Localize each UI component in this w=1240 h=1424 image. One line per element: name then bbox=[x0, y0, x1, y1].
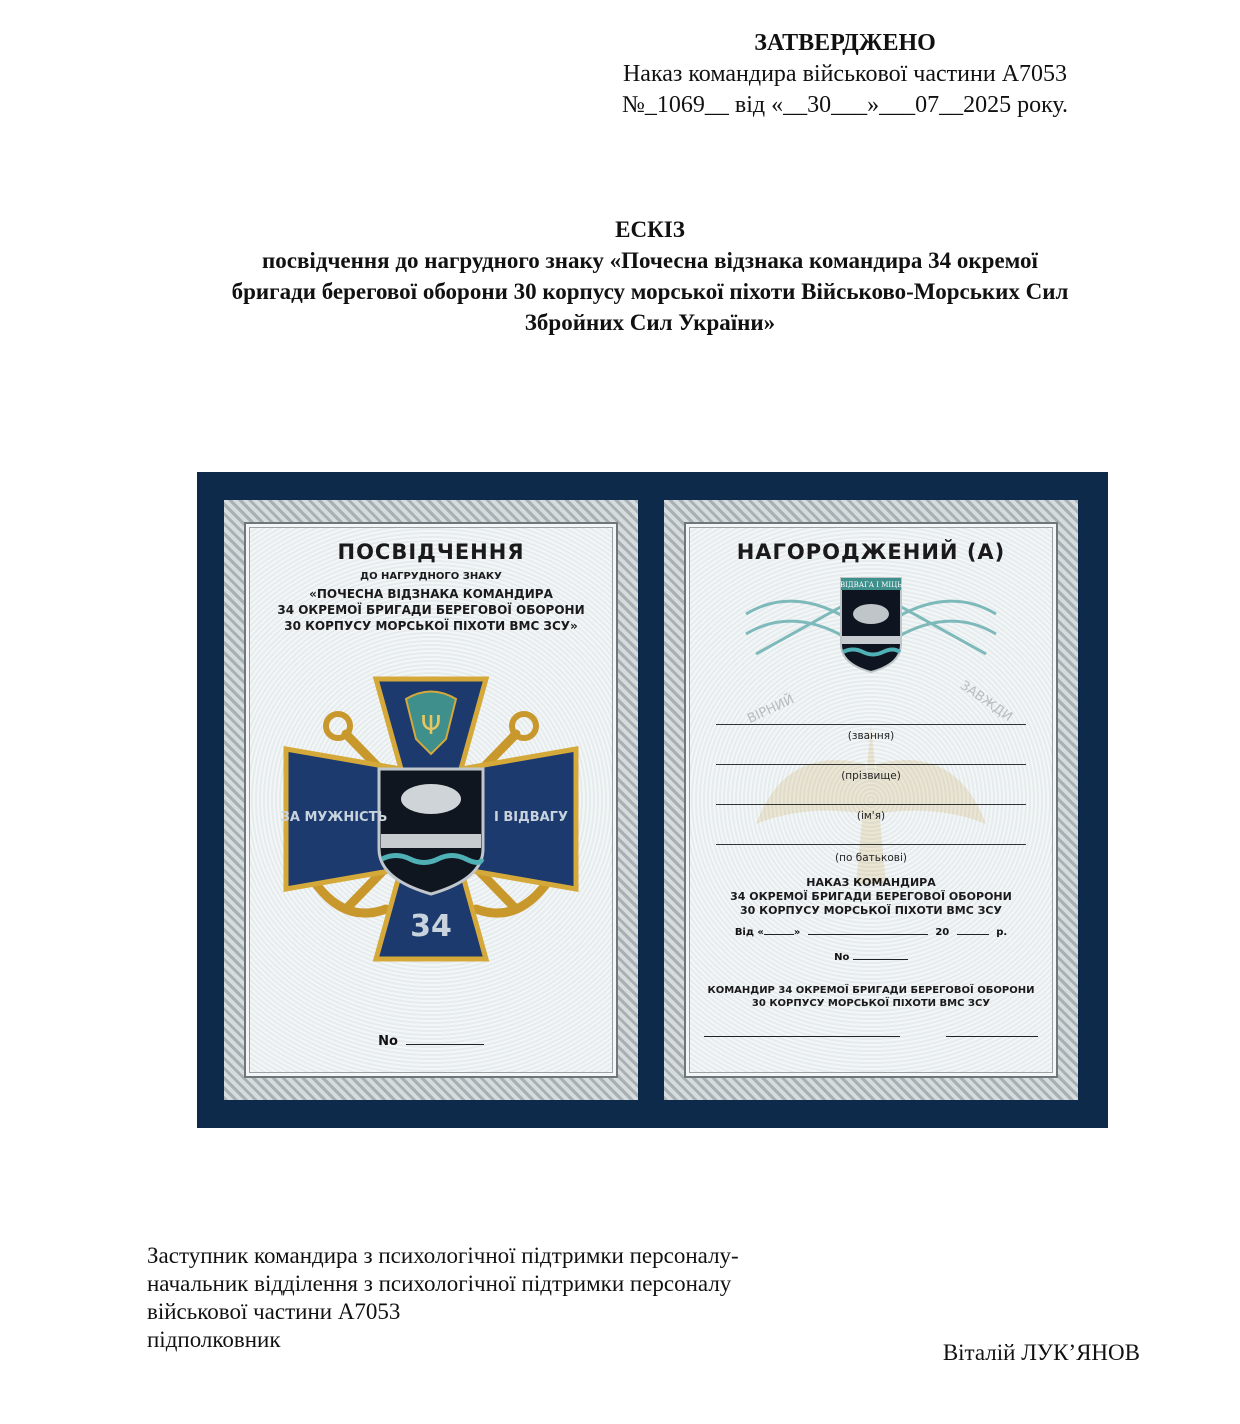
svg-text:І ВІДВАГУ: І ВІДВАГУ bbox=[494, 810, 568, 825]
signatory-name: Віталій ЛУК’ЯНОВ bbox=[942, 1340, 1140, 1365]
approval-title: ЗАТВЕРДЖЕНО bbox=[754, 30, 936, 56]
svg-text:ВІДВАГА І МІЦЬ: ВІДВАГА І МІЦЬ bbox=[840, 581, 902, 589]
ribbon-right-text: ЗАВЖДИ bbox=[957, 678, 1015, 725]
signatory-position-1: Заступник командира з психологічної підтримки персоналу- bbox=[147, 1243, 739, 1268]
date-suffix: р. bbox=[996, 927, 1008, 938]
first-name-label: (ім'я) bbox=[856, 810, 886, 822]
approval-number-line: №_1069__ від «__30___»___07__2025 року. bbox=[621, 92, 1069, 118]
rank-label: (звання) bbox=[847, 730, 895, 742]
order-number-label: No bbox=[834, 952, 850, 963]
commander-title-1: КОМАНДИР 34 ОКРЕМОЇ БРИГАДИ БЕРЕГОВОЇ ОБОРОНИ bbox=[707, 985, 1035, 996]
certificate-number-label: No bbox=[378, 1034, 398, 1049]
surname-label: (прізвище) bbox=[841, 770, 901, 782]
certificate-right-page bbox=[664, 500, 1078, 1100]
commander-name-field[interactable] bbox=[946, 1036, 1038, 1037]
sketch-line-3: Збройних Сил України» bbox=[524, 310, 776, 335]
signatory-block bbox=[147, 1242, 739, 1354]
certificate-left-inner bbox=[244, 522, 618, 1078]
order-date-row bbox=[686, 927, 1056, 938]
approval-block bbox=[560, 28, 1130, 121]
order-title-2: 34 ОКРЕМОЇ БРИГАДИ БЕРЕГОВОЇ ОБОРОНИ bbox=[730, 890, 1012, 903]
ribbon-left-text: ВІРНИЙ bbox=[745, 692, 797, 727]
sketch-title: ЕСКІЗ bbox=[615, 217, 685, 242]
order-number-row bbox=[686, 952, 1056, 963]
date-from-label: Від « bbox=[734, 927, 764, 938]
date-day-field[interactable] bbox=[764, 934, 794, 935]
certificate-cover bbox=[197, 472, 1108, 1128]
date-month-field[interactable] bbox=[808, 934, 928, 935]
order-title-1: НАКАЗ КОМАНДИРА bbox=[806, 876, 936, 889]
date-year-prefix: 20 bbox=[935, 927, 950, 938]
approval-order-line: Наказ командира військової частини А7053 bbox=[622, 61, 1068, 87]
badge-cross-icon bbox=[276, 674, 576, 964]
patronymic-field[interactable] bbox=[716, 844, 1026, 845]
sketch-line-2: бригади берегової оборони 30 корпусу морської піхоти Військово-Морських Сил bbox=[231, 279, 1069, 304]
signatory-rank: підполковник bbox=[147, 1327, 281, 1352]
brigade-crest-icon bbox=[736, 574, 1006, 674]
recipient-title: НАГОРОДЖЕНИЙ (А) bbox=[736, 540, 1006, 564]
certificate-number-field[interactable] bbox=[406, 1044, 484, 1045]
order-title-3: 30 КОРПУСУ МОРСЬКОЇ ПІХОТИ ВМС ЗСУ bbox=[740, 904, 1002, 917]
svg-text:Ψ: Ψ bbox=[420, 711, 442, 741]
patronymic-label: (по батькові) bbox=[835, 852, 907, 864]
sketch-heading bbox=[120, 214, 1180, 338]
commander-rank-signature-field[interactable] bbox=[704, 1036, 900, 1037]
date-year-field[interactable] bbox=[957, 934, 989, 935]
date-close-quote: » bbox=[793, 927, 801, 938]
certificate-subtitle: ДО НАГРУДНОГО ЗНАКУ bbox=[360, 571, 502, 582]
rank-field[interactable] bbox=[716, 724, 1026, 725]
svg-text:ЗА МУЖНІСТЬ: ЗА МУЖНІСТЬ bbox=[280, 810, 388, 825]
commander-title-2: 30 КОРПУСУ МОРСЬКОЇ ПІХОТИ ВМС ЗСУ bbox=[751, 998, 991, 1009]
certificate-award-name-2: 34 ОКРЕМОЇ БРИГАДИ БЕРЕГОВОЇ ОБОРОНИ bbox=[277, 603, 585, 617]
signatory-unit: військової частини А7053 bbox=[147, 1299, 401, 1324]
order-number-field[interactable] bbox=[853, 959, 908, 960]
surname-field[interactable] bbox=[716, 764, 1026, 765]
signatory-position-2: начальник відділення з психологічної підтримки персоналу bbox=[147, 1271, 732, 1296]
certificate-left-page bbox=[224, 500, 638, 1100]
certificate-title: ПОСВІДЧЕННЯ bbox=[337, 540, 525, 564]
certificate-award-name-1: «ПОЧЕСНА ВІДЗНАКА КОМАНДИРА bbox=[309, 587, 553, 601]
certificate-right-inner bbox=[684, 522, 1058, 1078]
first-name-field[interactable] bbox=[716, 804, 1026, 805]
sketch-line-1: посвідчення до нагрудного знаку «Почесна відзнака командира 34 окремої bbox=[262, 248, 1038, 273]
svg-text:34: 34 bbox=[410, 909, 452, 944]
certificate-award-name-3: 30 КОРПУСУ МОРСЬКОЇ ПІХОТИ ВМС ЗСУ» bbox=[284, 619, 578, 633]
certificate-number-row bbox=[246, 1032, 616, 1050]
